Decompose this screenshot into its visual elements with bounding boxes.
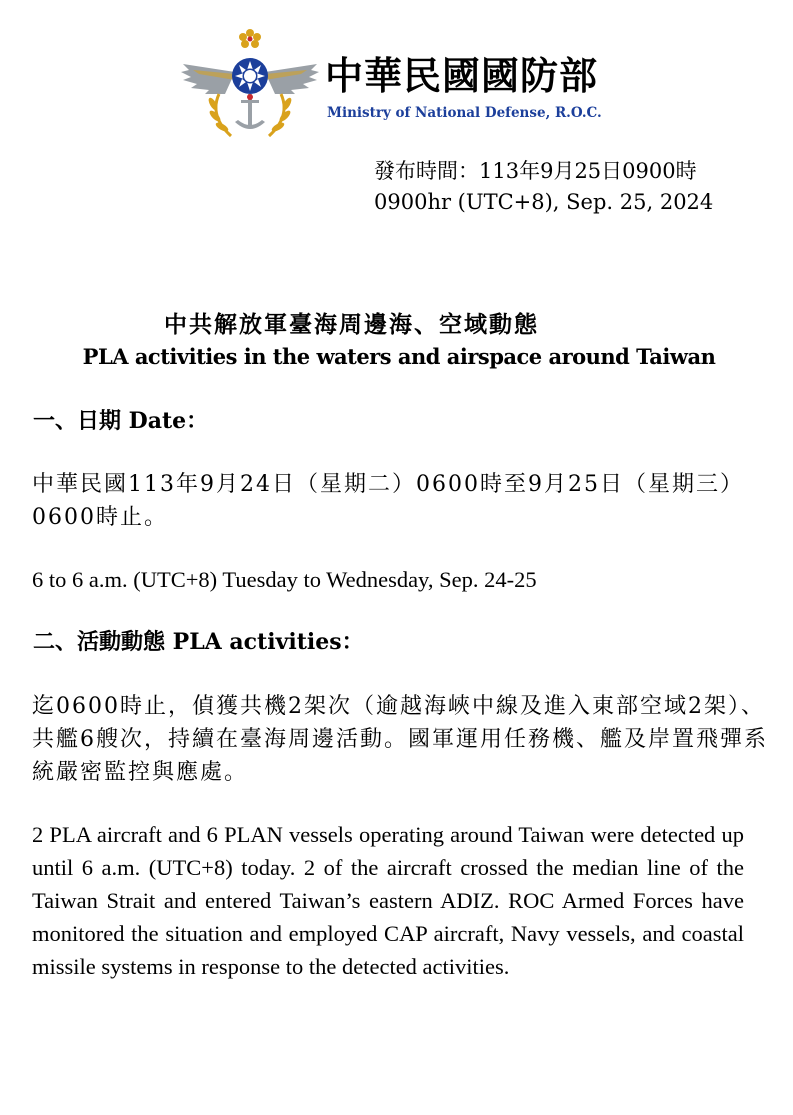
plum-blossom-icon: [239, 29, 261, 48]
activities-body-en: 2 PLA aircraft and 6 PLAN vessels operating around Taiwan were detected up until 6 a.m. (UTC+8) today. 2 of the aircraft crossed the median line of the Taiwan Strait and entered Taiwan’s eastern ADIZ. ROC Armed Forces have monitored the situation and employed CAP aircraft, Navy vessels, and coastal missile systems in response to the detected activities.: [32, 822, 744, 979]
date-body-zh: 中華民國113年9月24日（星期二）0600時至9月25日（星期三）0600時止。: [32, 472, 744, 530]
blue-sky-white-sun-icon: [232, 58, 268, 100]
ministry-name-en: Ministry of National Defense, R.O.C.: [327, 105, 602, 121]
date-heading: 一、日期 Date：: [33, 408, 209, 434]
release-time-zh: 發布時間：113年9月25日0900時: [374, 159, 697, 183]
left-wing-icon: [181, 64, 235, 94]
activities-body-zh: 迄0600時止，偵獲共機2架次（逾越海峽中線及進入東部空域2架）、共艦6艘次，持續在臺海周邊活動。國軍運用任務機、艦及岸置飛彈系統嚴密監控與應處。: [32, 694, 768, 785]
activities-heading: 二、活動動態 PLA activities：: [33, 629, 364, 655]
ministry-name-zh: 中華民國國防部: [325, 54, 599, 98]
document-title: [0, 308, 793, 372]
date-body-en: 6 to 6 a.m. (UTC+8) Tuesday to Wednesday, Sep. 24-25: [32, 567, 537, 592]
release-time: [374, 156, 713, 218]
mnd-emblem-icon: [175, 24, 325, 144]
title-zh: 中共解放軍臺海周邊海、空域動態: [164, 311, 539, 338]
release-time-en: 0900hr (UTC+8), Sep. 25, 2024: [374, 190, 714, 214]
right-wing-icon: [265, 64, 319, 94]
title-en: PLA activities in the waters and airspace around Taiwan: [82, 344, 716, 369]
ministry-header: [175, 24, 635, 144]
